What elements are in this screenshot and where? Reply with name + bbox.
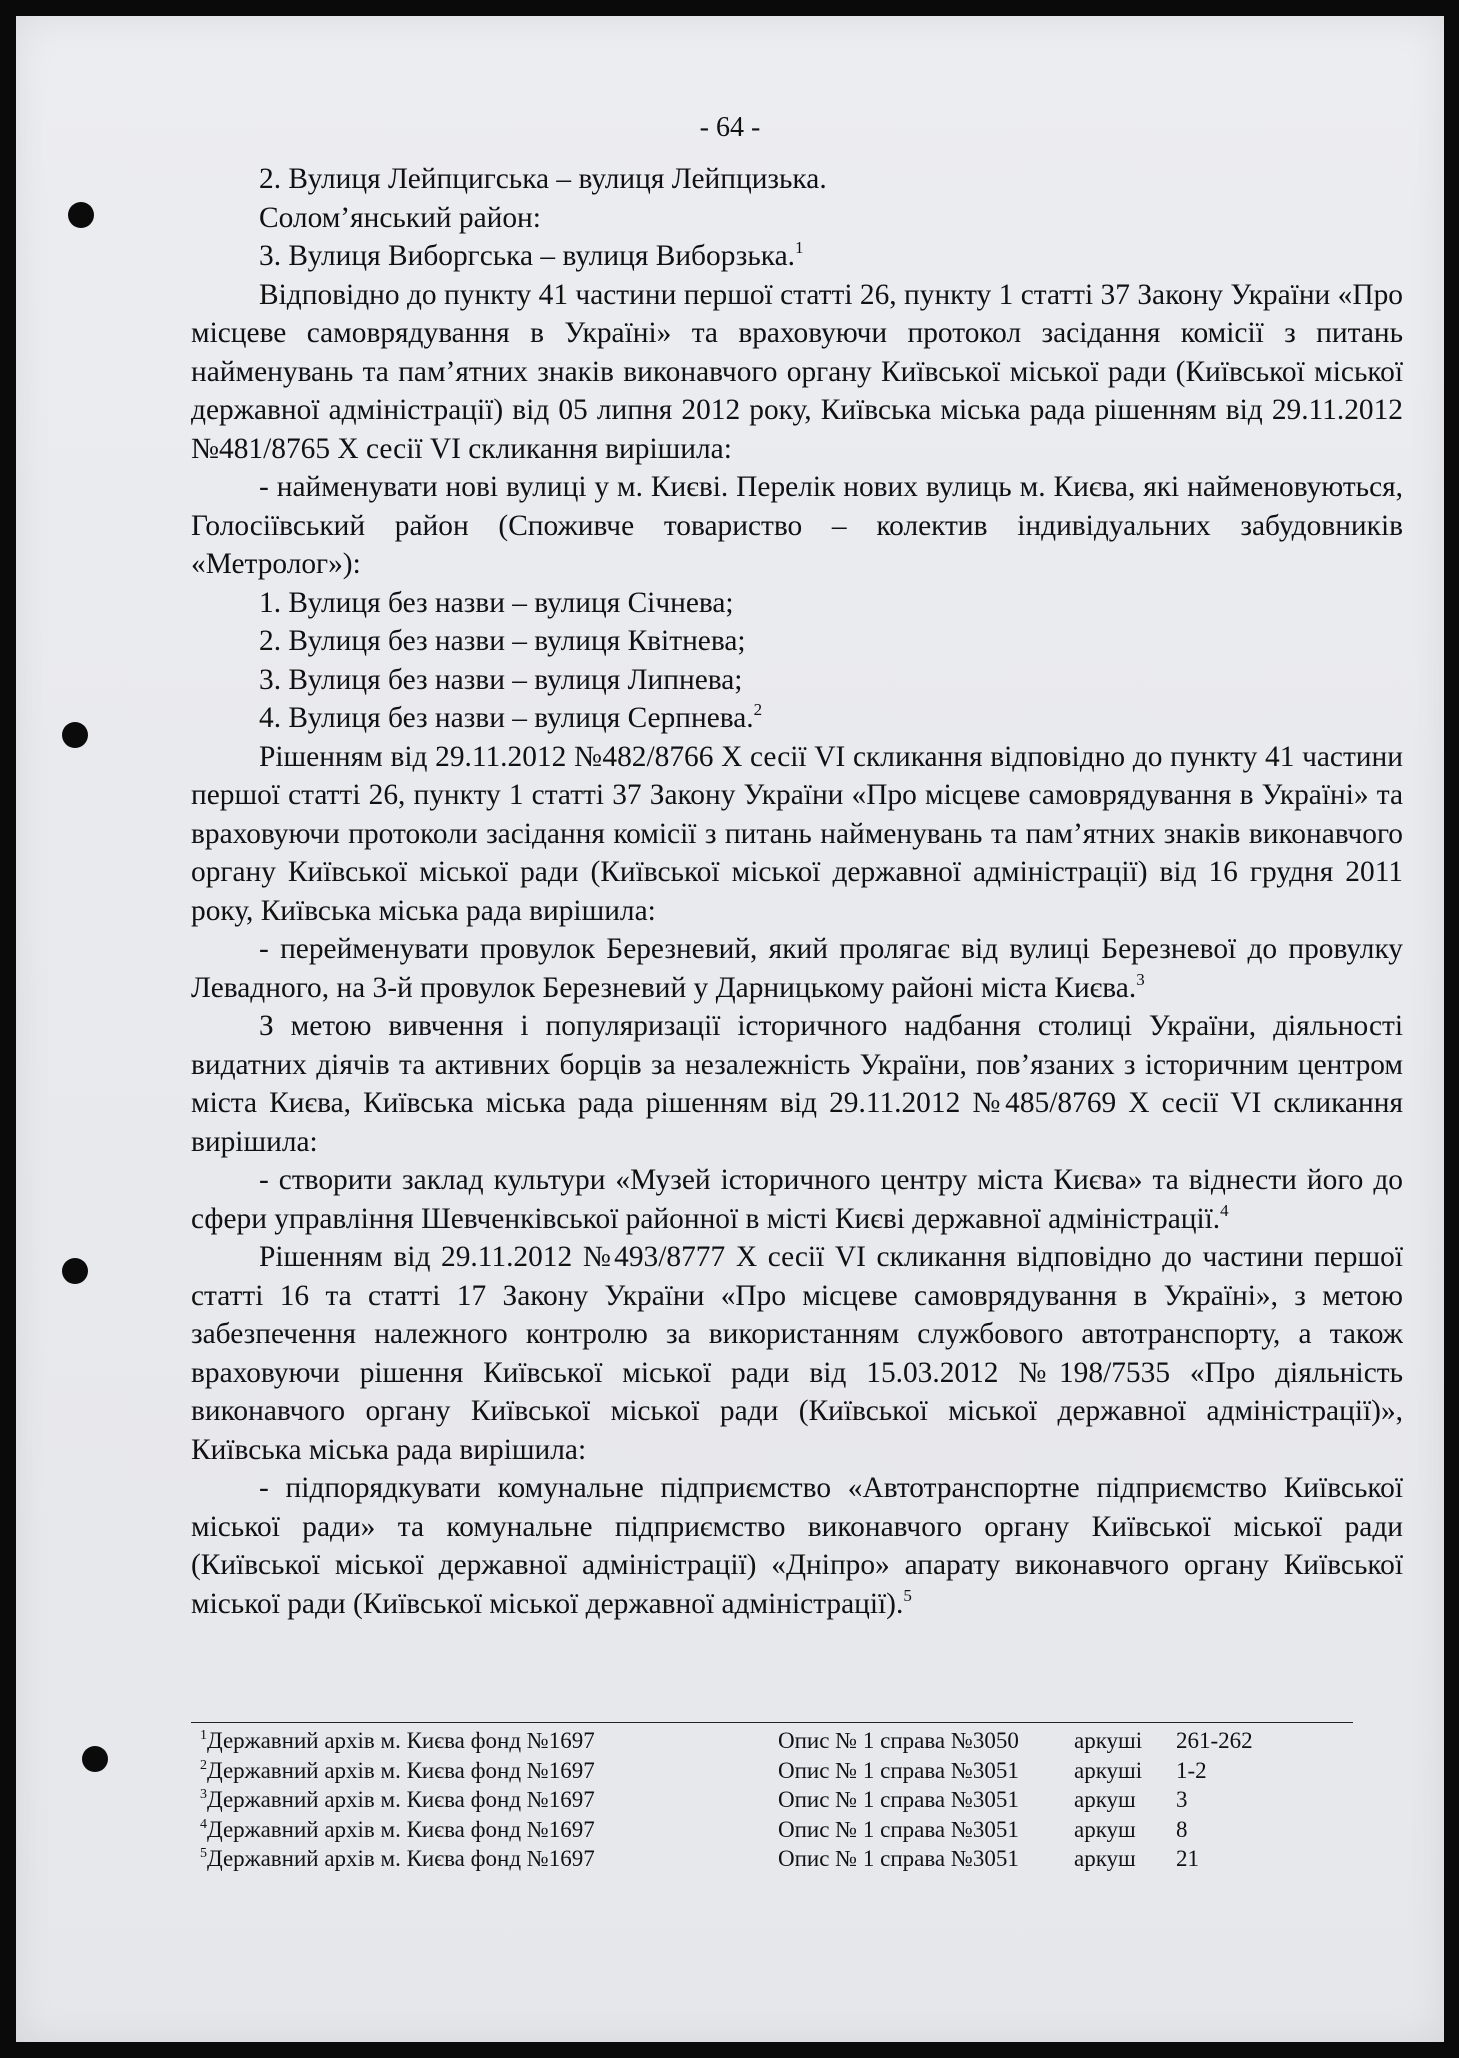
inventory-case: Опис № 1 справа №3050	[778, 1728, 1019, 1753]
paragraph-text: 4. Вулиця без назви – вулиця Серпнева.	[259, 702, 754, 734]
sheets-range: 1-2	[1176, 1757, 1207, 1783]
sheets-label: аркуші	[1074, 1728, 1143, 1753]
paragraph-text: Солом’янський район:	[259, 201, 541, 234]
footnote-ref: 3	[1136, 969, 1145, 989]
paragraph-text: 3. Вулиця без назви – вулиця Липнева;	[259, 663, 743, 696]
list-item	[191, 622, 1403, 661]
paragraph-text: 2. Вулиця без назви – вулиця Квітнева;	[259, 625, 746, 657]
sheets-range: 261-262	[1176, 1728, 1253, 1753]
paragraph-text: - найменувати нові вулиці у м. Києві. Перелік нових вулиць м. Києва, які найменовуються, Голосіївський район (Споживче товариство – колектив індивідуальних забудовників «Метролог»):	[191, 471, 1403, 580]
punch-hole	[68, 202, 94, 228]
paragraph	[191, 468, 1403, 584]
footnote-ref: 2	[753, 700, 763, 719]
punch-hole	[62, 722, 88, 748]
footnote-ref: 5	[903, 1585, 912, 1605]
paragraph	[191, 1007, 1403, 1161]
paragraph-text: 3. Вулиця Виборгська – вулиця Виборзька.	[259, 240, 795, 272]
footnote-separator	[191, 1722, 1353, 1723]
sheets-range: 8	[1176, 1816, 1188, 1842]
footnote-number: 5	[200, 1846, 207, 1861]
archive-fund: Державний архів м. Києва фонд №1697	[207, 1846, 595, 1871]
punch-hole	[82, 1746, 108, 1772]
paragraph-text: - створити заклад культури «Музей історичного центру міста Києва» та віднести його до сфери управління Шевченківської районної в місті Києві державної адміністрації.	[191, 1164, 1403, 1235]
inventory-case: Опис № 1 справа №3051	[778, 1787, 1019, 1812]
sheets-label: аркуші	[1074, 1757, 1143, 1783]
list-item	[191, 699, 1403, 738]
paragraph	[191, 1161, 1403, 1238]
inventory-case: Опис № 1 справа №3051	[778, 1846, 1019, 1871]
footnote-number: 1	[200, 1728, 207, 1743]
footnote-number: 3	[200, 1787, 207, 1802]
paragraph	[191, 1238, 1403, 1469]
sheets-label: аркуш	[1074, 1787, 1136, 1812]
page-number: - 64 -	[699, 112, 761, 143]
sheets-range: 3	[1176, 1787, 1188, 1812]
paragraph	[191, 1469, 1403, 1623]
inventory-case: Опис № 1 справа №3051	[778, 1757, 1019, 1783]
footnote-source	[200, 1815, 595, 1845]
paragraph-text: - підпорядкувати комунальне підприємство «Автотранспортне підприємство Київської міської ради» та комунальне підприємство виконавчого органу Київської міської ради (Київської міської державної адміністрації) «Дніпро» апарату виконавчого органу Київської міської ради (Київської міської державної адміністрації).	[191, 1472, 1403, 1620]
document-body	[191, 160, 1403, 1623]
sheets-range: 21	[1176, 1846, 1199, 1871]
paragraph	[191, 276, 1403, 469]
paragraph-text: З метою вивчення і популяризації історичного надбання столиці України, діяльності видатних діячів та активних борців за незалежність України, пов’язаних з історичним центром міста Києва, Київська міська рада рішенням від 29.11.2012 №485/8769 Х сесії VI скликання вирішила:	[191, 1010, 1403, 1158]
document-page	[16, 16, 1444, 2042]
sheets-label: аркуш	[1074, 1846, 1136, 1871]
paragraph-text: 1. Вулиця без назви – вулиця Січнева;	[259, 586, 734, 619]
inventory-case: Опис № 1 справа №3051	[778, 1816, 1019, 1842]
list-item	[191, 237, 1403, 276]
list-item	[191, 160, 1403, 199]
archive-fund: Державний архів м. Києва фонд №1697	[207, 1757, 595, 1783]
archive-fund: Державний архів м. Києва фонд №1697	[207, 1816, 595, 1842]
footnote-ref: 4	[1220, 1200, 1229, 1220]
sheets-label: аркуш	[1074, 1816, 1136, 1842]
footnote-source	[200, 1726, 595, 1756]
archive-fund: Державний архів м. Києва фонд №1697	[207, 1728, 595, 1753]
paragraph-text: 2. Вулиця Лейпцигська – вулиця Лейпцизька.	[259, 163, 827, 195]
footnote-source	[200, 1756, 595, 1786]
paragraph-text: Відповідно до пункту 41 частини першої статті 26, пункту 1 статті 37 Закону України «Про місцеве самоврядування в Україні» та враховуючи протокол засідання комісії з питань найменувань та пам’ятних знаків виконавчого органу Київської міської ради (Київської міської державної адміністрації) від 05 липня 2012 року, Київська міська рада рішенням від 29.11.2012 №481/8765 Х сесії VI скликання вирішила:	[191, 278, 1403, 465]
footnote-number: 4	[200, 1816, 207, 1832]
paragraph	[191, 930, 1403, 1007]
paragraph-text: Рішенням від 29.11.2012 №493/8777 Х сесії VI скликання відповідно до частини першої статті 16 та статті 17 Закону України «Про місцеве самоврядування в Україні», з метою забезпечення належного контролю за використанням службового автотранспорту, а також враховуючи рішення Київської міської ради від 15.03.2012 №198/7535 «Про діяльність виконавчого органу Київської міської ради (Київської міської державної адміністрації)», Київська міська рада вирішила:	[191, 1241, 1403, 1466]
paragraph-text: Рішенням від 29.11.2012 №482/8766 Х сесії VI скликання відповідно до пункту 41 частини першої статті 26, пункту 1 статті 37 Закону України «Про місцеве самоврядування в Україні» та враховуючи протоколи засідання комісії з питань найменувань та пам’ятних знаків виконавчого органу Київської міської ради (Київської міської державної адміністрації) від 16 грудня 2011 року, Київська міська рада вирішила:	[191, 740, 1403, 927]
list-item	[191, 661, 1403, 700]
list-item	[191, 199, 1403, 238]
footnote-number: 2	[200, 1757, 207, 1773]
paragraph	[191, 738, 1403, 931]
punch-hole	[62, 1258, 88, 1284]
list-item	[191, 584, 1403, 623]
paragraph-text: - перейменувати провулок Березневий, який пролягає від вулиці Березневої до провулку Левадного, на 3-й провулок Березневий у Дарницькому районі міста Києва.	[191, 933, 1403, 1004]
footnote-source	[200, 1785, 595, 1815]
footnote-source	[200, 1844, 595, 1874]
archive-fund: Державний архів м. Києва фонд №1697	[207, 1787, 595, 1812]
footnote-ref: 1	[795, 238, 804, 257]
